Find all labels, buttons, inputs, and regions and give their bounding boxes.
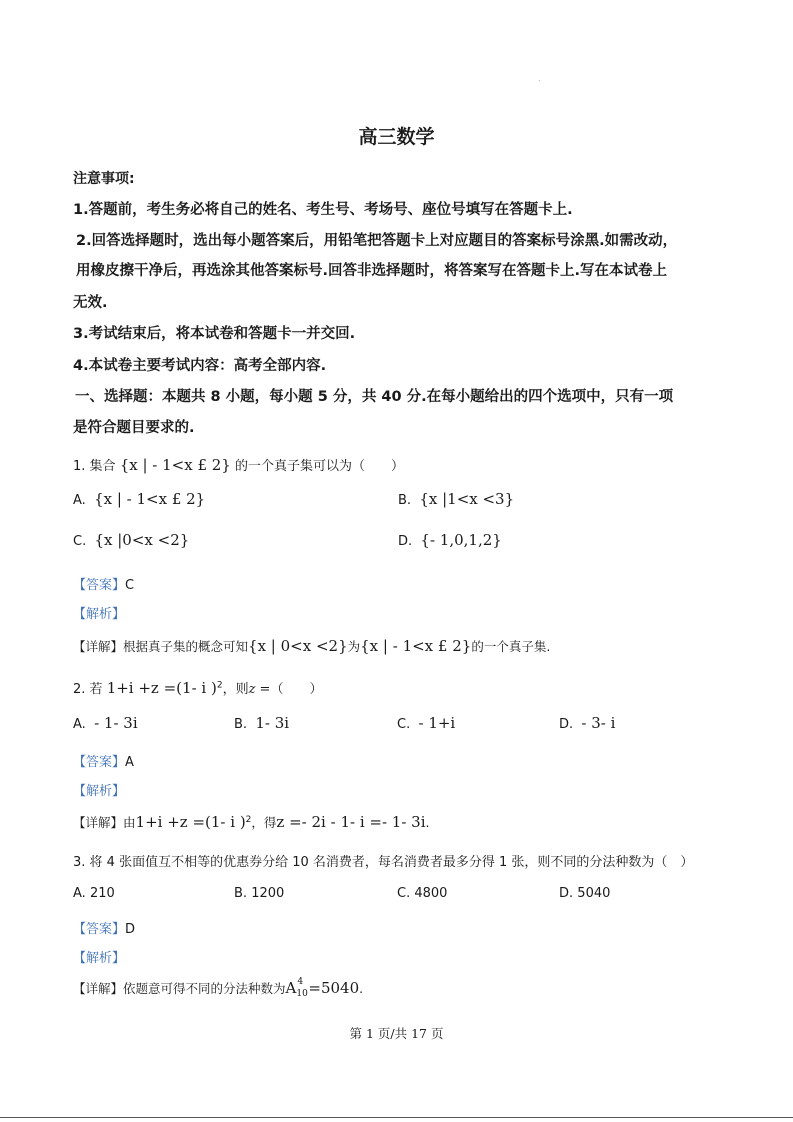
bottom-rule	[0, 1117, 793, 1118]
option-label: A.	[73, 493, 86, 508]
answer-tag: 【答案】	[73, 578, 126, 593]
detail-text: 依题意可得不同的分法种数为	[123, 981, 286, 996]
question-2-z: z =	[248, 682, 271, 697]
notes-heading: 注意事项:	[73, 171, 135, 187]
detail-tag: 【详解】	[73, 815, 124, 830]
permutation-indices	[296, 976, 308, 999]
page-title: 高三数学	[358, 126, 435, 148]
option-value: 1200	[251, 886, 285, 901]
detail-text: 的一个真子集.	[471, 639, 551, 654]
option-label: C.	[397, 717, 411, 732]
detail-text: .	[359, 981, 364, 996]
option-label: B.	[398, 493, 412, 508]
option-value: 1- 3i	[255, 714, 290, 732]
question-2-equation: 1+i +z =(1- i )	[106, 679, 217, 697]
question-2-option-c	[397, 714, 455, 732]
analysis-tag: 【解析】	[73, 607, 126, 622]
answer-tag: 【答案】	[73, 755, 126, 770]
answer-value: D	[125, 922, 136, 937]
section-heading-line-2: 是符合题目要求的.	[73, 420, 195, 436]
analysis-tag: 【解析】	[73, 951, 126, 966]
section-heading-line-1: 一、选择题：本题共 8 小题，每小题 5 分，共 40 分.在每小题给出的四个选项中，只有一项	[75, 389, 674, 405]
detail-text: 根据真子集的概念可知	[123, 639, 249, 654]
option-value: 210	[89, 886, 115, 901]
question-1-analysis	[73, 603, 125, 622]
detail-math: =5040	[308, 979, 360, 997]
question-3-option-b	[234, 886, 284, 901]
question-1-tail: 的一个真子集可以为（ ）	[235, 459, 405, 474]
note-2-line-2: 用橡皮擦干净后，再选涂其他答案标号.回答非选择题时，将答案写在答题卡上.写在本试卷上	[76, 263, 668, 279]
question-3: 3. 将 4 张面值互不相等的优惠券分给 10 名消费者，每名消费者最多分得 1 张，则不同的分法种数为（ ）	[73, 855, 694, 870]
option-value: - 3- i	[581, 714, 616, 732]
question-3-option-c	[397, 886, 447, 901]
note-3: 3.考试结束后，将本试卷和答题卡一并交回.	[73, 326, 356, 342]
analysis-tag: 【解析】	[73, 784, 126, 799]
question-1-number: 1. 集合	[73, 459, 116, 474]
detail-text: .	[425, 815, 430, 830]
option-value: - 1+i	[418, 714, 456, 732]
permutation-sup: 4	[297, 976, 304, 987]
option-label: D.	[559, 717, 574, 732]
option-label: B.	[234, 717, 248, 732]
question-1-option-a	[73, 490, 205, 508]
question-3-answer	[73, 918, 135, 937]
answer-value: A	[125, 755, 134, 770]
permutation-symbol: A	[285, 979, 297, 997]
detail-text: 为	[347, 639, 361, 654]
detail-math: {x | 0<x <2}	[248, 637, 348, 655]
option-label: A.	[73, 717, 86, 732]
question-1-detail	[73, 637, 550, 655]
note-2-line-3: 无效.	[73, 295, 108, 311]
detail-math: 1+i +z =(1- i )	[135, 813, 246, 831]
detail-math: {x | - 1<x £ 2}	[360, 637, 472, 655]
option-value: - 1- 3i	[94, 714, 138, 732]
detail-tag: 【详解】	[73, 639, 124, 654]
question-3-detail	[73, 976, 364, 999]
option-value: {- 1,0,1,2}	[420, 531, 502, 549]
question-1-option-d	[398, 531, 502, 549]
question-2-option-a	[73, 714, 138, 732]
scan-speck	[539, 80, 540, 81]
option-label: A.	[73, 886, 86, 901]
question-2-answer	[73, 751, 134, 770]
question-1-option-c	[73, 531, 189, 549]
option-value: 5040	[577, 886, 611, 901]
note-2-line-1: 2.回答选择题时，选出每小题答案后，用铅笔把答题卡上对应题目的答案标号涂黑.如需改动，	[76, 233, 678, 249]
detail-math: z =- 2i - 1- i =- 1- 3i	[276, 813, 426, 831]
question-2-option-b	[234, 714, 289, 732]
detail-exponent: 2	[245, 814, 252, 825]
option-label: C.	[73, 534, 87, 549]
question-1-option-b	[398, 490, 514, 508]
option-value: {x | - 1<x £ 2}	[94, 490, 206, 508]
question-2-tail: ，则	[222, 682, 249, 697]
question-1-answer	[73, 574, 134, 593]
note-1: 1.答题前，考生务必将自己的姓名、考生号、考场号、座位号填写在答题卡上.	[73, 202, 573, 218]
option-label: B.	[234, 886, 248, 901]
option-label: D.	[398, 534, 413, 549]
question-1-set: {x | - 1<x £ 2}	[119, 456, 231, 474]
detail-text: ，得	[251, 815, 277, 830]
note-4: 4.本试卷主要考试内容：高考全部内容.	[73, 358, 327, 374]
question-2-detail	[73, 813, 430, 831]
question-2-number: 2. 若	[73, 682, 103, 697]
option-value: {x |0<x <2}	[94, 531, 190, 549]
option-label: D.	[559, 886, 574, 901]
question-2-exponent: 2	[216, 680, 223, 691]
permutation-sub: 10	[296, 988, 308, 999]
question-2-paren: （ ）	[270, 682, 323, 697]
question-3-option-a	[73, 886, 115, 901]
detail-tag: 【详解】	[73, 981, 124, 996]
question-3-option-d	[559, 886, 610, 901]
detail-text: 由	[123, 815, 136, 830]
option-label: C.	[397, 886, 411, 901]
question-2-option-d	[559, 714, 615, 732]
option-value: {x |1<x <3}	[419, 490, 515, 508]
answer-value: C	[125, 578, 135, 593]
question-1	[73, 455, 404, 474]
page-footer: 第 1 页/共 17 页	[349, 1026, 444, 1041]
question-2	[73, 678, 322, 697]
option-value: 4800	[414, 886, 448, 901]
question-2-analysis	[73, 780, 125, 799]
answer-tag: 【答案】	[73, 922, 126, 937]
question-3-analysis	[73, 947, 125, 966]
